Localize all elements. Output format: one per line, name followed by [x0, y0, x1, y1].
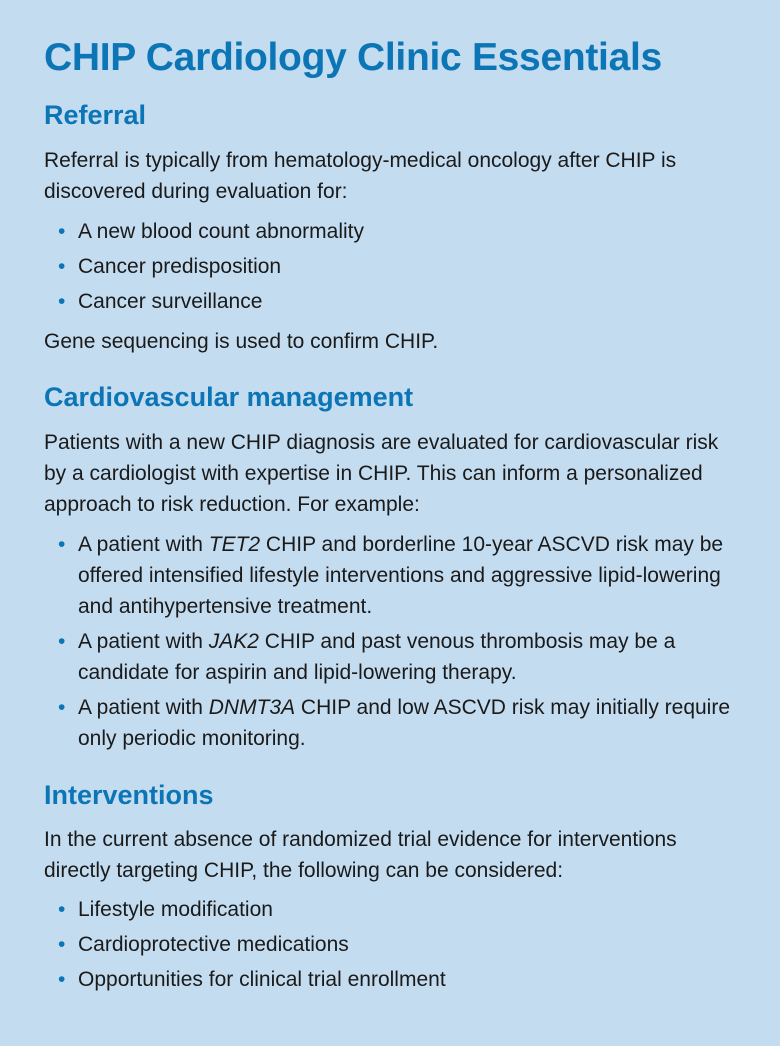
intervention-item-text: Opportunities for clinical trial enrollment: [78, 968, 446, 991]
cardiovascular-intro: Patients with a new CHIP diagnosis are evaluated for cardiovascular risk by a cardiologist with expertise in CHIP. This can inform a personalized approach to risk reduction. For example:: [44, 431, 719, 516]
referral-closing: Gene sequencing is used to confirm CHIP.: [44, 330, 439, 353]
interventions-list: [58, 894, 734, 995]
referral-intro: Referral is typically from hematology-medical oncology after CHIP is discovered during evaluation for:: [44, 149, 677, 203]
page-title: CHIP Cardiology Clinic Essentials: [44, 36, 662, 79]
list-item: [58, 529, 734, 622]
list-item: [58, 216, 734, 247]
referral-item-text: Cancer predisposition: [78, 255, 282, 278]
list-item: [58, 692, 734, 754]
bullet-icon: •: [58, 220, 66, 243]
bullet-icon: •: [58, 968, 66, 991]
list-item: [58, 929, 734, 960]
cardiovascular-list: [58, 529, 734, 754]
bullet-icon: •: [58, 255, 66, 278]
cv-item-prefix: A patient with: [78, 533, 209, 556]
cv-item-prefix: A patient with: [78, 630, 209, 653]
bullet-icon: •: [58, 290, 66, 313]
list-item: [58, 626, 734, 688]
cv-item-prefix: A patient with: [78, 696, 209, 719]
intervention-item-text: Lifestyle modification: [78, 898, 273, 921]
bullet-icon: •: [58, 630, 66, 653]
cv-item-text: CHIP and low ASCVD risk may initially require only periodic monitoring.: [78, 696, 731, 750]
interventions-heading: Interventions: [44, 780, 214, 810]
referral-list: [58, 216, 734, 317]
referral-item-text: A new blood count abnormality: [78, 220, 365, 243]
gene-name: TET2: [208, 533, 261, 556]
list-item: [58, 894, 734, 925]
gene-name: DNMT3A: [208, 696, 296, 719]
bullet-icon: •: [58, 533, 66, 556]
cv-item-text: CHIP and borderline 10-year ASCVD risk may be offered intensified lifestyle interventions and aggressive lipid-lowering and antihypertensive treatment.: [78, 533, 724, 618]
cv-item-text: CHIP and past venous thrombosis may be a candidate for aspirin and lipid-lowering therapy.: [78, 630, 676, 684]
referral-heading: Referral: [44, 100, 147, 130]
gene-name: JAK2: [208, 630, 259, 653]
list-item: [58, 251, 734, 282]
referral-item-text: Cancer surveillance: [78, 290, 263, 313]
bullet-icon: •: [58, 933, 66, 956]
intervention-item-text: Cardioprotective medications: [78, 933, 349, 956]
cardiovascular-heading: Cardiovascular management: [44, 382, 414, 412]
list-item: [58, 286, 734, 317]
bullet-icon: •: [58, 696, 66, 719]
interventions-intro: In the current absence of randomized trial evidence for interventions directly targeting CHIP, the following can be considered:: [44, 828, 677, 882]
bullet-icon: •: [58, 898, 66, 921]
list-item: [58, 964, 734, 995]
